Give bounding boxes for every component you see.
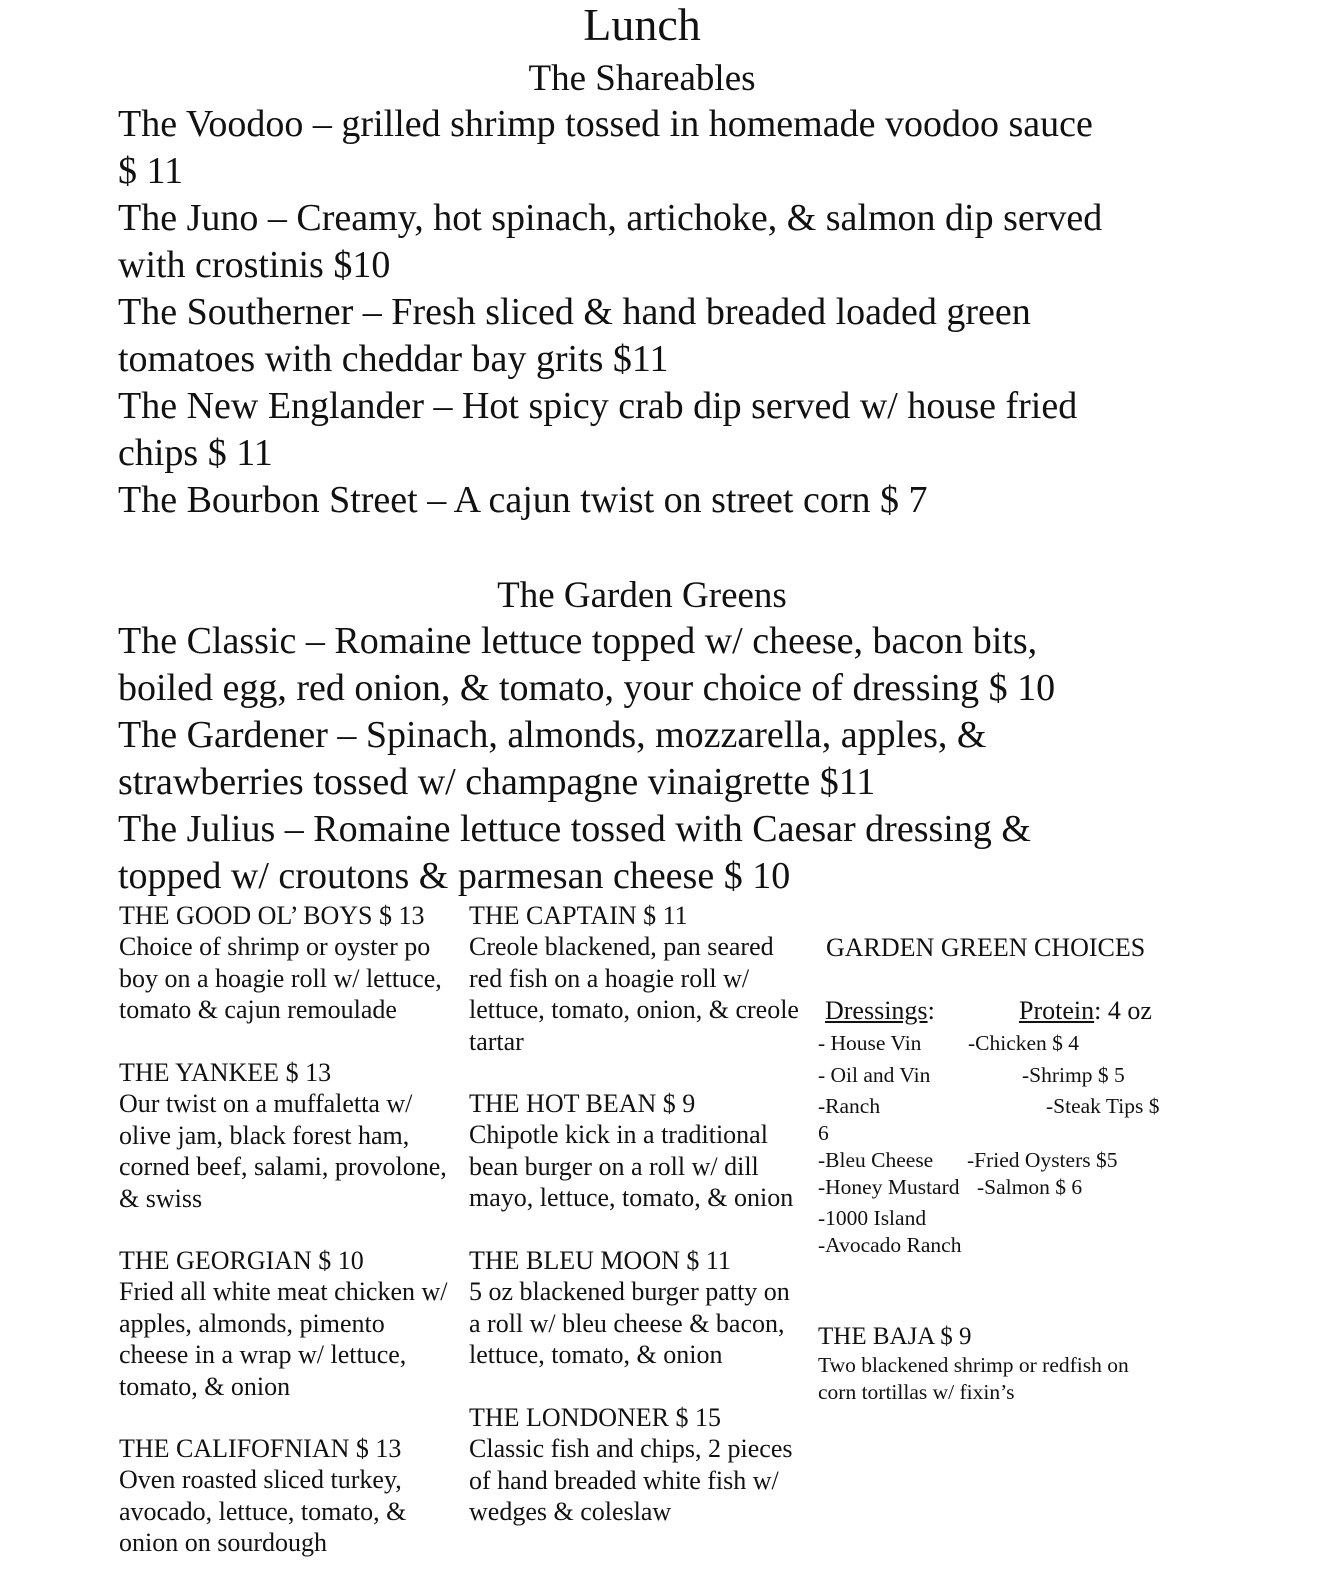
dressing-option: -1000 Island: [818, 1206, 927, 1230]
item-description: boy on a hoagie roll w/ lettuce,: [119, 963, 442, 993]
dressing-option: - House Vin: [818, 1031, 922, 1055]
menu-line: The Southerner – Fresh sliced & hand breaded loaded green: [118, 291, 1031, 333]
menu-line: with crostinis $10: [118, 244, 391, 286]
item-name: THE CAPTAIN $ 11: [469, 901, 688, 930]
dressing-option: -Ranch: [818, 1094, 881, 1118]
item-name: THE HOT BEAN $ 9: [469, 1089, 696, 1118]
dressing-option: -Bleu Cheese: [818, 1148, 934, 1172]
item-description: red fish on a hoagie roll w/: [469, 963, 750, 993]
item-description: cheese in a wrap w/ lettuce,: [119, 1340, 407, 1370]
item-name: THE LONDONER $ 15: [469, 1403, 722, 1432]
protein-suffix: : 4 oz: [1094, 996, 1152, 1025]
menu-item-georgian: [119, 1245, 448, 1402]
menu-line: strawberries tossed w/ champagne vinaigrette $11: [118, 761, 876, 803]
item-description: Our twist on a muffaletta w/: [119, 1089, 413, 1119]
item-description: Fried all white meat chicken w/: [119, 1277, 448, 1307]
section-heading-shareables: The Shareables: [528, 58, 756, 99]
item-description: Chipotle kick in a traditional: [469, 1120, 768, 1150]
item-description: apples, almonds, pimento: [119, 1308, 385, 1338]
item-description: Classic fish and chips, 2 pieces: [469, 1434, 793, 1464]
menu-line: The Classic – Romaine lettuce topped w/ cheese, bacon bits,: [118, 620, 1038, 662]
menu-item-bleu-moon: [469, 1245, 790, 1371]
menu-line: tomatoes with cheddar bay grits $11: [118, 338, 669, 380]
menu-item-yankee: [119, 1057, 447, 1214]
protein-label-text: Protein: [1019, 996, 1095, 1025]
item-description: tartar: [469, 1026, 524, 1056]
item-description: bean burger on a roll w/ dill: [469, 1151, 759, 1181]
dressings-colon: :: [927, 996, 935, 1025]
item-description: tomato & cajun remoulade: [119, 995, 397, 1025]
menu-item-good-ol-boys: [119, 900, 442, 1026]
item-name: THE BAJA $ 9: [818, 1323, 972, 1350]
item-name: THE YANKEE $ 13: [119, 1058, 332, 1087]
protein-option: -Salmon $ 6: [977, 1175, 1083, 1199]
protein-option: -Shrimp $ 5: [1022, 1063, 1125, 1087]
item-description: Creole blackened, pan seared: [469, 932, 774, 962]
dressing-option: -Honey Mustard: [818, 1175, 960, 1199]
item-description: avocado, lettuce, tomato, &: [119, 1496, 407, 1526]
protein-option: -Fried Oysters $5: [967, 1148, 1118, 1172]
dressing-option: -Avocado Ranch: [818, 1233, 962, 1257]
menu-line: boiled egg, red onion, & tomato, your choice of dressing $ 10: [118, 667, 1056, 709]
item-description: a roll w/ bleu cheese & bacon,: [469, 1308, 785, 1338]
item-description: Two blackened shrimp or redfish on: [818, 1353, 1129, 1377]
item-name: THE CALIFOFNIAN $ 13: [119, 1434, 402, 1463]
item-name: THE BLEU MOON $ 11: [469, 1246, 731, 1275]
item-name: THE GOOD OL’ BOYS $ 13: [119, 901, 425, 930]
item-description: of hand breaded white fish w/: [469, 1465, 779, 1495]
item-description: Oven roasted sliced turkey,: [119, 1465, 402, 1495]
menu-line: The Bourbon Street – A cajun twist on street corn $ 7: [118, 479, 928, 521]
item-description: corn tortillas w/ fixin’s: [818, 1380, 1015, 1404]
menu-line: chips $ 11: [118, 432, 273, 474]
section-heading-garden-greens: The Garden Greens: [497, 575, 787, 616]
menu-line: The New Englander – Hot spicy crab dip served w/ house fried: [118, 385, 1078, 427]
choices-heading: GARDEN GREEN CHOICES: [826, 933, 1146, 962]
item-description: corned beef, salami, provolone,: [119, 1152, 447, 1182]
item-description: onion on sourdough: [119, 1528, 327, 1558]
protein-label: [1019, 995, 1152, 1026]
menu-line: $ 11: [118, 150, 184, 192]
menu-item-baja: [818, 1322, 1129, 1406]
item-description: wedges & coleslaw: [469, 1497, 672, 1527]
item-description: & swiss: [119, 1183, 203, 1213]
item-description: lettuce, tomato, & onion: [469, 1340, 723, 1370]
item-name: THE GEORGIAN $ 10: [119, 1246, 364, 1275]
item-description: 5 oz blackened burger patty on: [469, 1277, 790, 1307]
menu-item-londoner: [469, 1402, 793, 1528]
item-description: olive jam, black forest ham,: [119, 1120, 410, 1150]
menu-item-hot-bean: [469, 1088, 793, 1214]
dressings-label: [825, 995, 935, 1026]
dressing-option: - Oil and Vin: [818, 1063, 931, 1087]
menu-line: The Juno – Creamy, hot spinach, artichoke, & salmon dip served: [118, 197, 1103, 239]
menu-line: The Julius – Romaine lettuce tossed with Caesar dressing &: [118, 808, 1031, 850]
protein-option: -Steak Tips $: [1046, 1094, 1160, 1118]
dressings-label-text: Dressings: [825, 996, 928, 1025]
item-description: tomato, & onion: [119, 1371, 291, 1401]
menu-line: The Gardener – Spinach, almonds, mozzarella, apples, &: [118, 714, 987, 756]
page-title: Lunch: [583, 0, 701, 50]
protein-option: -Chicken $ 4: [968, 1031, 1080, 1055]
menu-item-captain: [469, 900, 799, 1057]
item-description: mayo, lettuce, tomato, & onion: [469, 1183, 794, 1213]
menu-line: The Voodoo – grilled shrimp tossed in homemade voodoo sauce: [118, 103, 1093, 145]
menu-line: topped w/ croutons & parmesan cheese $ 10: [118, 855, 791, 897]
item-description: lettuce, tomato, onion, & creole: [469, 995, 799, 1025]
item-description: Choice of shrimp or oyster po: [119, 932, 431, 962]
menu-item-californian: [119, 1433, 406, 1559]
protein-option: 6: [818, 1121, 829, 1145]
